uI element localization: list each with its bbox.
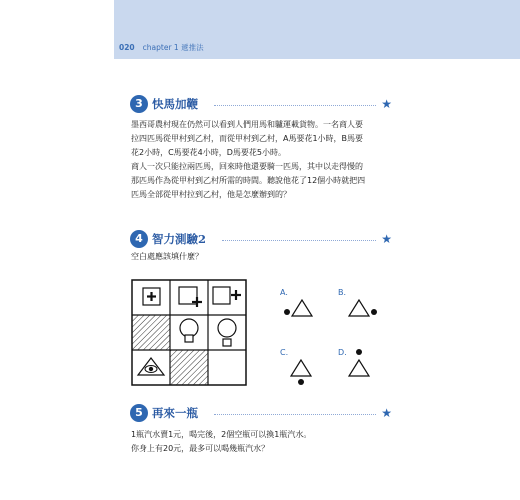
star-icon: ★: [381, 406, 392, 420]
option-d-label: D.: [338, 348, 347, 357]
section-4-heading: [130, 230, 392, 250]
running-header: [119, 42, 204, 53]
section-3-number: 3: [130, 95, 148, 113]
cell-circle-square-below: [218, 319, 236, 346]
text-line: 商人一次只能拉兩匹馬，回來時他還要騎一匹馬，其中以走得慢的: [131, 162, 363, 171]
option-c-figure: [291, 360, 311, 385]
cell-square-plus-corner: [179, 287, 202, 307]
text-line: 1瓶汽水賣1元，喝完後，2個空瓶可以換1瓶汽水。: [131, 430, 312, 439]
text-line: 墨西哥農村現在仍然可以看到人們用馬和驢運載貨物。一名商人要: [131, 120, 363, 129]
chapter-title: 遞推法: [181, 43, 204, 52]
text-line: 花2小時，C馬要花4小時，D馬要花5小時。: [131, 148, 287, 157]
section-3-title: 快馬加鞭: [152, 97, 198, 111]
puzzle-figure: [130, 278, 392, 388]
cell-square-plus-outside: [213, 287, 241, 304]
star-icon: ★: [381, 97, 392, 111]
cell-square-plus: [143, 288, 160, 305]
cell-circle-square-inside: [180, 319, 198, 342]
dotted-rule: [214, 414, 376, 415]
option-a-figure: [284, 300, 312, 316]
section-3-body: [131, 118, 393, 202]
option-d-figure: [349, 349, 369, 376]
section-5-body: [131, 428, 393, 456]
option-b-figure: [349, 300, 377, 316]
dotted-rule: [222, 240, 376, 241]
chapter-label: chapter 1: [142, 43, 179, 52]
text-line: 那匹馬作為從甲村到乙村所需的時間。聽說他花了12個小時就把四: [131, 176, 366, 185]
text-line: 拉四匹馬從甲村到乙村，而從甲村到乙村，A馬要花1小時，B馬要: [131, 134, 364, 143]
cell-hatched: [133, 316, 170, 350]
question-text: 空白處應該填什麼？: [131, 252, 203, 261]
dotted-rule: [214, 105, 376, 106]
cell-hatched: [171, 351, 208, 385]
section-5-number: 5: [130, 404, 148, 422]
option-b-label: B.: [338, 288, 347, 297]
option-a-label: A.: [280, 288, 288, 297]
text-line: 匹馬全部從甲村拉到乙村，他是怎麼辦到的？: [131, 190, 291, 199]
cell-blank: [209, 351, 245, 384]
section-4-title: 智力測驗2: [152, 232, 207, 246]
star-icon: ★: [381, 232, 392, 246]
section-4-number: 4: [130, 230, 148, 248]
section-4-question: [131, 250, 393, 264]
option-c-label: C.: [280, 348, 289, 357]
section-5-heading: [130, 404, 392, 424]
section-3-heading: [130, 95, 392, 115]
text-line: 你身上有20元，最多可以喝幾瓶汽水？: [131, 444, 270, 453]
page-number: 020: [119, 43, 135, 52]
section-5-title: 再來一瓶: [152, 406, 198, 420]
cell-triangle-eye: [138, 358, 164, 375]
